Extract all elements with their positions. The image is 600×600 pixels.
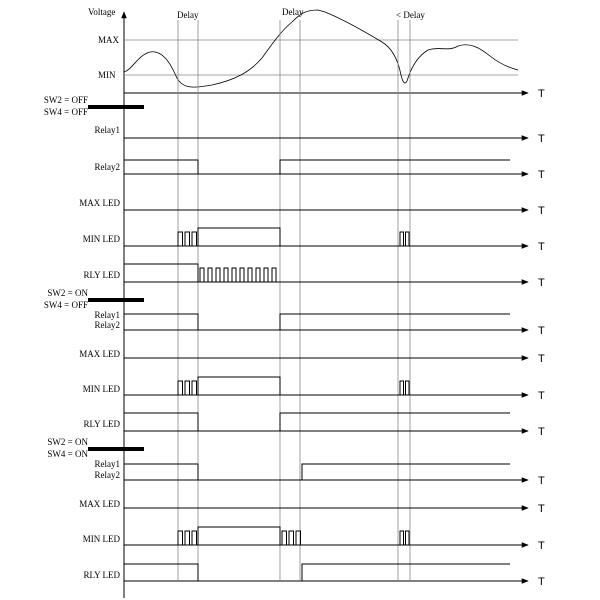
time-axis-label: T xyxy=(538,540,545,552)
switch-setting-label: SW2 = OFF xyxy=(43,95,88,105)
led-blink-pulse xyxy=(272,268,276,282)
led-blink-pulse xyxy=(406,531,410,545)
led-blink-pulse xyxy=(400,381,404,395)
time-axis-label: T xyxy=(538,277,545,289)
led-blink-pulse xyxy=(185,531,190,545)
max-led-label: MAX LED xyxy=(79,349,120,359)
min-led-on-block xyxy=(198,527,280,545)
led-blink-pulse xyxy=(400,531,404,545)
min-led-label: MIN LED xyxy=(82,384,120,394)
switch-setting-label: SW2 = ON xyxy=(47,437,88,447)
led-blink-pulse xyxy=(200,268,204,282)
time-axis-label: T xyxy=(538,133,545,145)
time-axis-label: T xyxy=(538,325,545,337)
led-blink-pulse xyxy=(289,531,294,545)
voltage-curve xyxy=(124,10,518,87)
switch-divider-bar xyxy=(88,105,144,109)
min-led-label: MIN LED xyxy=(82,534,120,544)
timing-rows xyxy=(44,95,545,588)
time-axis-label: T xyxy=(538,475,545,487)
voltage-time-label: T xyxy=(538,88,545,100)
min-label: MIN xyxy=(98,70,116,80)
switch-setting-label: SW4 = OFF xyxy=(43,107,88,117)
led-blink-pulse xyxy=(192,531,197,545)
relay2-label: Relay2 xyxy=(94,470,120,480)
led-blink-pulse xyxy=(406,232,410,246)
rly-led-on-segment xyxy=(124,264,198,282)
led-blink-pulse xyxy=(208,268,212,282)
switch-divider-bar xyxy=(88,447,144,451)
max-led-label: MAX LED xyxy=(79,499,120,509)
led-blink-pulse xyxy=(185,381,190,395)
delay-guides xyxy=(178,20,410,580)
led-blink-pulse xyxy=(192,232,197,246)
switch-setting-label: SW2 = ON xyxy=(47,288,88,298)
relay1-label: Relay1 xyxy=(94,125,120,135)
relay1-label: Relay1 xyxy=(94,459,120,469)
led-blink-pulse xyxy=(178,531,183,545)
time-axis-label: T xyxy=(538,169,545,181)
led-blink-pulse xyxy=(256,268,260,282)
time-axis-label: T xyxy=(538,390,545,402)
led-blink-pulse xyxy=(240,268,244,282)
max-led-label: MAX LED xyxy=(79,198,120,208)
switch-divider-bar xyxy=(88,298,144,302)
led-blink-pulse xyxy=(216,268,220,282)
relay2-waveform xyxy=(124,160,510,174)
relay1-label: Relay1 xyxy=(94,310,120,320)
switch-setting-label: SW4 = ON xyxy=(47,449,88,459)
time-axis-label: T xyxy=(538,503,545,515)
time-axis-label: T xyxy=(538,426,545,438)
rly-led-waveform xyxy=(124,564,510,581)
relay-waveform xyxy=(124,314,510,330)
time-axis-label: T xyxy=(538,241,545,253)
led-blink-pulse xyxy=(248,268,252,282)
rly-led-label: RLY LED xyxy=(83,570,120,580)
rly-led-label: RLY LED xyxy=(83,419,120,429)
led-blink-pulse xyxy=(400,232,404,246)
led-blink-pulse xyxy=(264,268,268,282)
led-blink-pulse xyxy=(178,232,183,246)
min-led-on-block xyxy=(198,377,280,395)
rly-led-label: RLY LED xyxy=(83,270,120,280)
min-led-on-block xyxy=(198,228,280,246)
time-axis-label: T xyxy=(538,205,545,217)
switch-setting-label: SW4 = OFF xyxy=(43,300,88,310)
led-blink-pulse xyxy=(224,268,228,282)
delay-label-3: < Delay xyxy=(396,10,425,20)
time-axis-label: T xyxy=(538,353,545,365)
led-blink-pulse xyxy=(232,268,236,282)
voltage-label: Voltage xyxy=(88,7,116,17)
led-blink-pulse xyxy=(282,531,287,545)
relay2-label: Relay2 xyxy=(94,320,120,330)
rly-led-waveform xyxy=(124,413,510,431)
led-blink-pulse xyxy=(178,381,183,395)
delay-label-1: Delay xyxy=(177,10,199,20)
delay-label-2: Delay xyxy=(282,7,304,17)
min-led-label: MIN LED xyxy=(82,234,120,244)
time-axis-label: T xyxy=(538,576,545,588)
relay-waveform xyxy=(124,464,510,480)
led-blink-pulse xyxy=(185,232,190,246)
max-label: MAX xyxy=(98,35,120,45)
relay2-label: Relay2 xyxy=(94,162,120,172)
led-blink-pulse xyxy=(406,381,410,395)
led-blink-pulse xyxy=(192,381,197,395)
